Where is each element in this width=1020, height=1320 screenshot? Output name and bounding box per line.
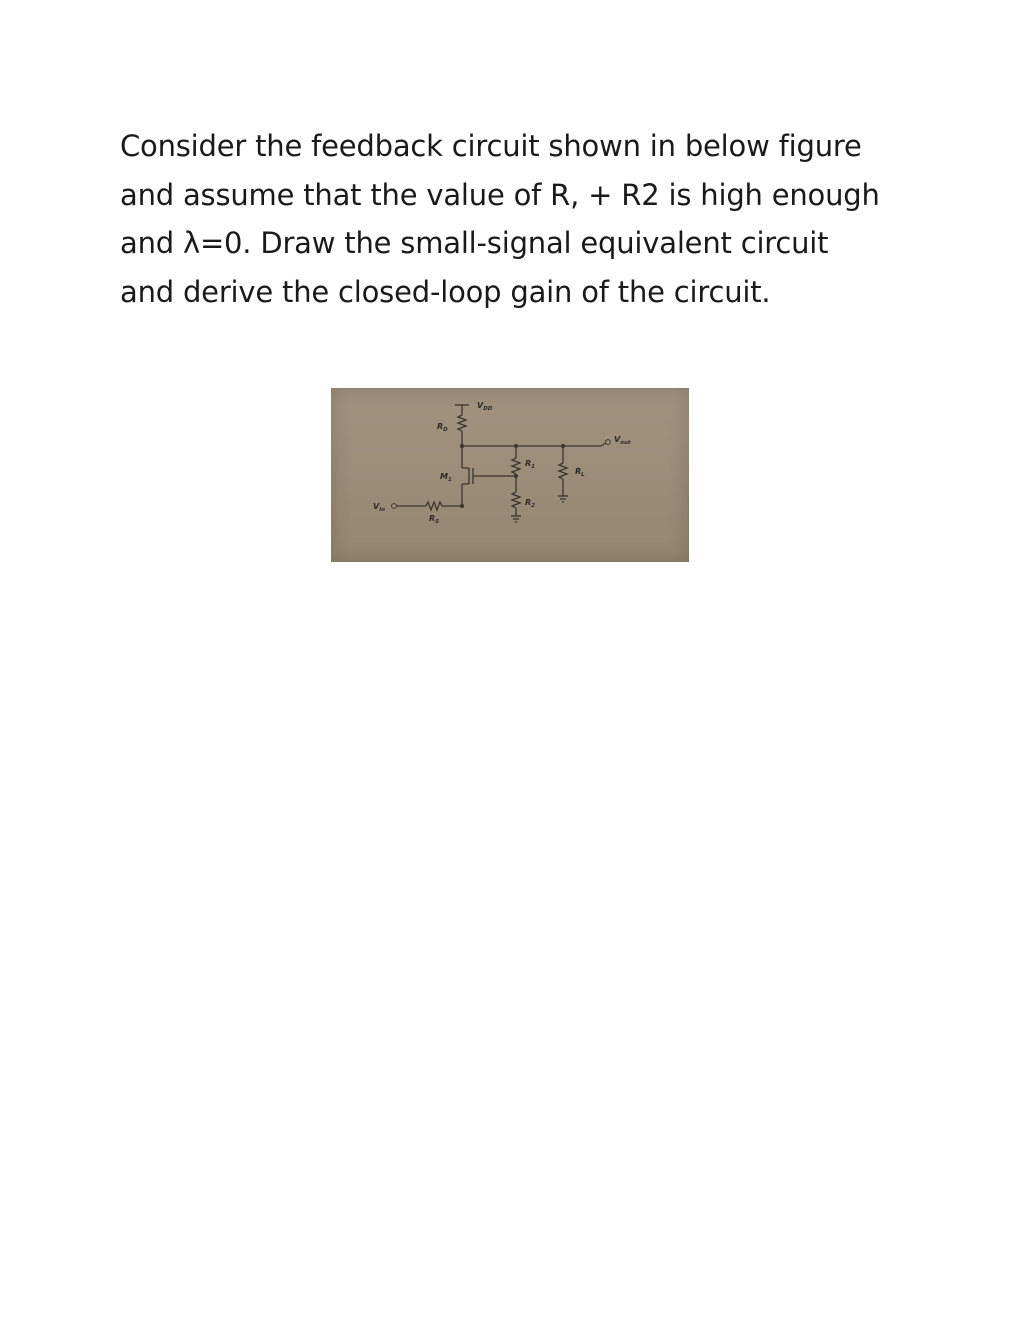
r2-resistor (512, 492, 520, 508)
rl-resistor (559, 463, 567, 479)
r1-label: $R_1$ (525, 459, 535, 470)
rl-label: $R_L$ (575, 467, 585, 478)
drain-junction-dot (460, 444, 464, 448)
m1-label: $M_1$ (440, 472, 452, 483)
rd-resistor (458, 415, 466, 431)
gate-junction-dot (514, 474, 518, 478)
circuit-schematic (331, 388, 689, 562)
rs-resistor (426, 502, 442, 510)
rs-label: $R_S$ (429, 514, 440, 525)
question-line-2: and assume that the value of R, + R2 is high enough (120, 177, 880, 212)
circuit-figure-photo (331, 388, 689, 562)
rd-label: $R_D$ (437, 422, 448, 433)
vin-label: $V_{in}$ (373, 502, 386, 513)
vout-terminal (606, 440, 611, 445)
question-line-3: and λ=0. Draw the small-signal equivalent circuit (120, 226, 829, 260)
question-text (120, 122, 920, 316)
vin-terminal (392, 504, 397, 509)
question-line-4: and derive the closed-loop gain of the circuit. (120, 274, 771, 309)
vout-label: $V_{out}$ (614, 435, 631, 446)
r1-resistor (512, 458, 520, 474)
question-line-1: Consider the feedback circuit shown in below figure (120, 129, 862, 163)
vdd-label: $V_{DD}$ (477, 401, 493, 412)
r2-label: $R_2$ (525, 498, 535, 509)
source-junction-dot (460, 504, 464, 508)
